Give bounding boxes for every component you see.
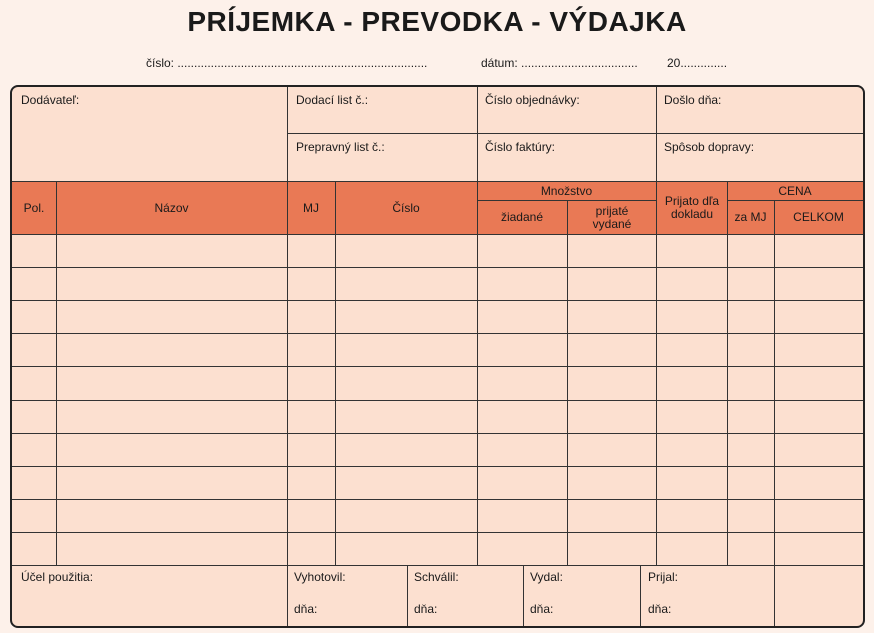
dodavatel-label: Dodávateľ: <box>21 93 80 107</box>
col-mj: MJ <box>303 200 319 215</box>
col-line <box>56 182 57 565</box>
col-prijato-dla-dokladu: Prijato dľa dokladu <box>664 194 720 221</box>
cislo-objednavky-label: Číslo objednávky: <box>485 93 580 107</box>
prijal-label: Prijal: <box>648 570 679 584</box>
divider <box>12 565 863 566</box>
vydal-dna-label: dňa: <box>530 602 554 616</box>
table-row <box>12 400 863 401</box>
table-row <box>12 433 863 434</box>
col-line <box>407 565 408 628</box>
col-prijate-vydane: prijaté vydané <box>592 203 632 231</box>
receipt-form <box>10 85 865 628</box>
prepravny-list-label: Prepravný list č.: <box>296 140 385 154</box>
col-nazov: Názov <box>154 200 189 215</box>
schvalil-label: Schválil: <box>414 570 459 584</box>
table-row <box>12 532 863 533</box>
cislo-faktury-label: Číslo faktúry: <box>485 140 556 154</box>
page-title: PRÍJEMKA - PREVODKA - VÝDAJKA <box>187 6 687 37</box>
schvalil-dna-label: dňa: <box>414 602 438 616</box>
table-row <box>12 300 863 301</box>
col-cena: CENA <box>778 183 812 198</box>
col-line <box>335 182 336 565</box>
vyhotovil-dna-label: dňa: <box>294 602 318 616</box>
col-line <box>477 182 478 565</box>
divider <box>656 87 657 181</box>
col-ziadane: žiadané <box>500 210 544 224</box>
table-row <box>12 333 863 334</box>
col-line <box>727 182 728 565</box>
col-line <box>567 200 568 565</box>
vydal-label: Vydal: <box>530 570 563 584</box>
year-field[interactable]: 20.............. <box>667 56 728 70</box>
datum-field[interactable]: dátum: ................................... <box>481 56 638 70</box>
ucel-pouzitia-label: Účel použitia: <box>21 570 94 584</box>
divider <box>287 87 288 181</box>
col-line <box>287 182 288 565</box>
divider <box>477 87 478 181</box>
sposob-dopravy-label: Spôsob dopravy: <box>664 140 755 154</box>
table-row <box>12 466 863 467</box>
cislo-field[interactable]: číslo: ........................................................................... <box>146 56 428 70</box>
dodaci-list-label: Dodací list č.: <box>296 93 369 107</box>
table-row <box>12 499 863 500</box>
divider <box>287 133 863 134</box>
col-celkom: CELKOM <box>793 210 844 224</box>
prijal-dna-label: dňa: <box>648 602 672 616</box>
table-row <box>12 234 863 235</box>
col-za-mj: za MJ <box>734 210 767 224</box>
vyhotovil-label: Vyhotovil: <box>294 570 346 584</box>
table-row <box>12 267 863 268</box>
col-line <box>523 565 524 628</box>
col-line <box>640 565 641 628</box>
col-line <box>287 565 288 628</box>
col-line <box>774 565 775 628</box>
col-mnozstvo: Množstvo <box>540 183 593 198</box>
col-cislo: Číslo <box>392 200 420 215</box>
col-line <box>774 200 775 565</box>
table-row <box>12 366 863 367</box>
col-line <box>656 182 657 565</box>
doslo-dna-label: Došlo dňa: <box>664 93 722 107</box>
col-pol: Pol. <box>23 200 45 215</box>
